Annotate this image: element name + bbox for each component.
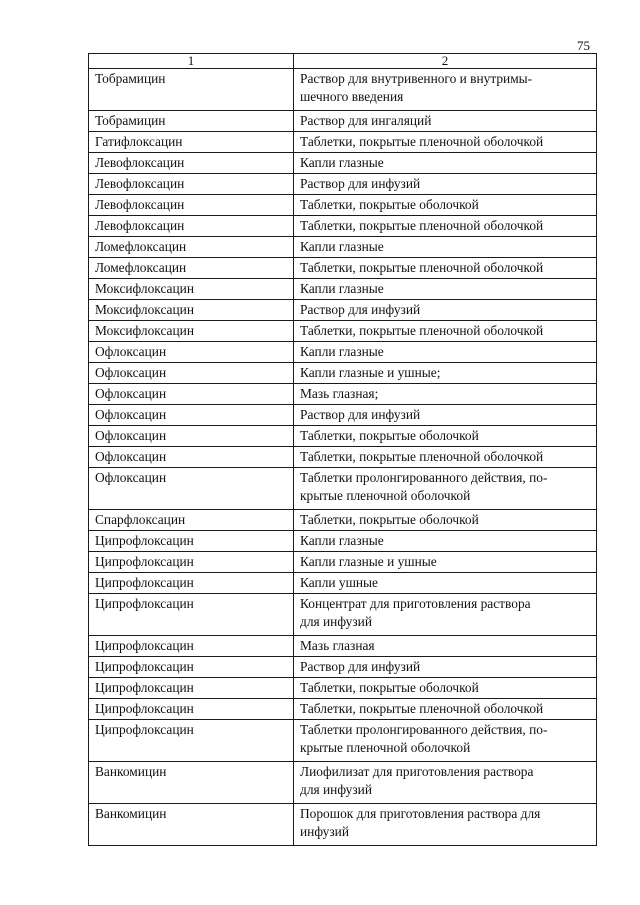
table-row	[89, 594, 597, 636]
table-row	[89, 531, 597, 552]
drug-name-cell: Офлоксацин	[89, 384, 294, 405]
dosage-form-cell: Таблетки, покрытые оболочкой	[294, 678, 597, 699]
table-row	[89, 321, 597, 342]
table-row	[89, 216, 597, 237]
drug-name-cell: Ципрофлоксацин	[89, 552, 294, 573]
dosage-form-cell: Капли глазные и ушные	[294, 552, 597, 573]
table-row	[89, 804, 597, 846]
dosage-form-cell: Таблетки, покрытые пленочной оболочкой	[294, 258, 597, 279]
dosage-form-cell: Таблетки пролонгированного действия, по- крытые пленочной оболочкой	[294, 468, 597, 510]
dosage-form-cell: Раствор для ингаляций	[294, 111, 597, 132]
table-row	[89, 384, 597, 405]
dosage-form-cell: Таблетки, покрытые пленочной оболочкой	[294, 447, 597, 468]
drug-name-cell: Ципрофлоксацин	[89, 636, 294, 657]
table-row	[89, 279, 597, 300]
drug-name-cell: Ципрофлоксацин	[89, 657, 294, 678]
drug-name-cell: Гатифлоксацин	[89, 132, 294, 153]
table-row	[89, 447, 597, 468]
drug-name-cell: Ципрофлоксацин	[89, 594, 294, 636]
table-row	[89, 300, 597, 321]
table-row	[89, 426, 597, 447]
drug-name-cell: Ципрофлоксацин	[89, 678, 294, 699]
drug-name-cell: Левофлоксацин	[89, 195, 294, 216]
dosage-form-cell: Раствор для инфузий	[294, 174, 597, 195]
table-row	[89, 657, 597, 678]
table-row	[89, 678, 597, 699]
table-row	[89, 132, 597, 153]
dosage-form-cell: Раствор для инфузий	[294, 300, 597, 321]
drug-name-cell: Левофлоксацин	[89, 216, 294, 237]
dosage-form-cell: Капли глазные	[294, 531, 597, 552]
header-row	[89, 54, 597, 69]
table-row	[89, 258, 597, 279]
dosage-form-cell: Таблетки, покрытые пленочной оболочкой	[294, 132, 597, 153]
table-row	[89, 237, 597, 258]
dosage-form-cell: Капли ушные	[294, 573, 597, 594]
dosage-form-cell: Таблетки, покрытые пленочной оболочкой	[294, 321, 597, 342]
table-row	[89, 699, 597, 720]
dosage-form-cell: Капли глазные	[294, 237, 597, 258]
dosage-form-cell: Капли глазные и ушные;	[294, 363, 597, 384]
drug-name-cell: Левофлоксацин	[89, 153, 294, 174]
dosage-form-cell: Порошок для приготовления раствора для инфузий	[294, 804, 597, 846]
drug-name-cell: Моксифлоксацин	[89, 321, 294, 342]
table-row	[89, 69, 597, 111]
drug-name-cell: Спарфлоксацин	[89, 510, 294, 531]
table-row	[89, 342, 597, 363]
table-row	[89, 552, 597, 573]
drug-name-cell: Моксифлоксацин	[89, 279, 294, 300]
drug-name-cell: Ломефлоксацин	[89, 237, 294, 258]
dosage-form-cell: Таблетки, покрытые оболочкой	[294, 426, 597, 447]
dosage-form-cell: Концентрат для приготовления раствора для инфузий	[294, 594, 597, 636]
dosage-form-cell: Раствор для инфузий	[294, 657, 597, 678]
table-row	[89, 174, 597, 195]
drug-name-cell: Офлоксацин	[89, 447, 294, 468]
dosage-form-cell: Капли глазные	[294, 342, 597, 363]
dosage-form-cell: Мазь глазная	[294, 636, 597, 657]
table-row	[89, 510, 597, 531]
drug-name-cell: Моксифлоксацин	[89, 300, 294, 321]
drug-name-cell: Ванкомицин	[89, 762, 294, 804]
table-row	[89, 195, 597, 216]
drug-name-cell: Тобрамицин	[89, 69, 294, 111]
dosage-form-cell: Раствор для инфузий	[294, 405, 597, 426]
drug-name-cell: Офлоксацин	[89, 468, 294, 510]
table-row	[89, 363, 597, 384]
table-row	[89, 111, 597, 132]
dosage-form-cell: Мазь глазная;	[294, 384, 597, 405]
dosage-form-cell: Капли глазные	[294, 153, 597, 174]
drug-name-cell: Ципрофлоксацин	[89, 573, 294, 594]
drug-name-cell: Ванкомицин	[89, 804, 294, 846]
table-row	[89, 468, 597, 510]
dosage-form-cell: Таблетки, покрытые пленочной оболочкой	[294, 216, 597, 237]
dosage-form-cell: Таблетки пролонгированного действия, по- крытые пленочной оболочкой	[294, 720, 597, 762]
drug-name-cell: Ципрофлоксацин	[89, 720, 294, 762]
drug-name-cell: Тобрамицин	[89, 111, 294, 132]
table-row	[89, 762, 597, 804]
drug-name-cell: Ломефлоксацин	[89, 258, 294, 279]
dosage-form-cell: Раствор для внутривенного и внутримы- шечного введения	[294, 69, 597, 111]
dosage-form-cell: Таблетки, покрытые оболочкой	[294, 195, 597, 216]
column-header-2: 2	[294, 54, 597, 69]
column-header-1: 1	[89, 54, 294, 69]
dosage-form-cell: Капли глазные	[294, 279, 597, 300]
drug-name-cell: Офлоксацин	[89, 342, 294, 363]
drug-name-cell: Офлоксацин	[89, 405, 294, 426]
table-row	[89, 153, 597, 174]
drug-name-cell: Ципрофлоксацин	[89, 699, 294, 720]
drug-table	[88, 53, 597, 846]
dosage-form-cell: Лиофилизат для приготовления раствора для инфузий	[294, 762, 597, 804]
table-row	[89, 720, 597, 762]
drug-name-cell: Левофлоксацин	[89, 174, 294, 195]
page-number: 75	[577, 38, 590, 53]
drug-name-cell: Офлоксацин	[89, 363, 294, 384]
dosage-form-cell: Таблетки, покрытые оболочкой	[294, 510, 597, 531]
drug-name-cell: Ципрофлоксацин	[89, 531, 294, 552]
table-row	[89, 636, 597, 657]
table-row	[89, 405, 597, 426]
dosage-form-cell: Таблетки, покрытые пленочной оболочкой	[294, 699, 597, 720]
table-row	[89, 573, 597, 594]
table-body	[89, 69, 597, 846]
drug-name-cell: Офлоксацин	[89, 426, 294, 447]
